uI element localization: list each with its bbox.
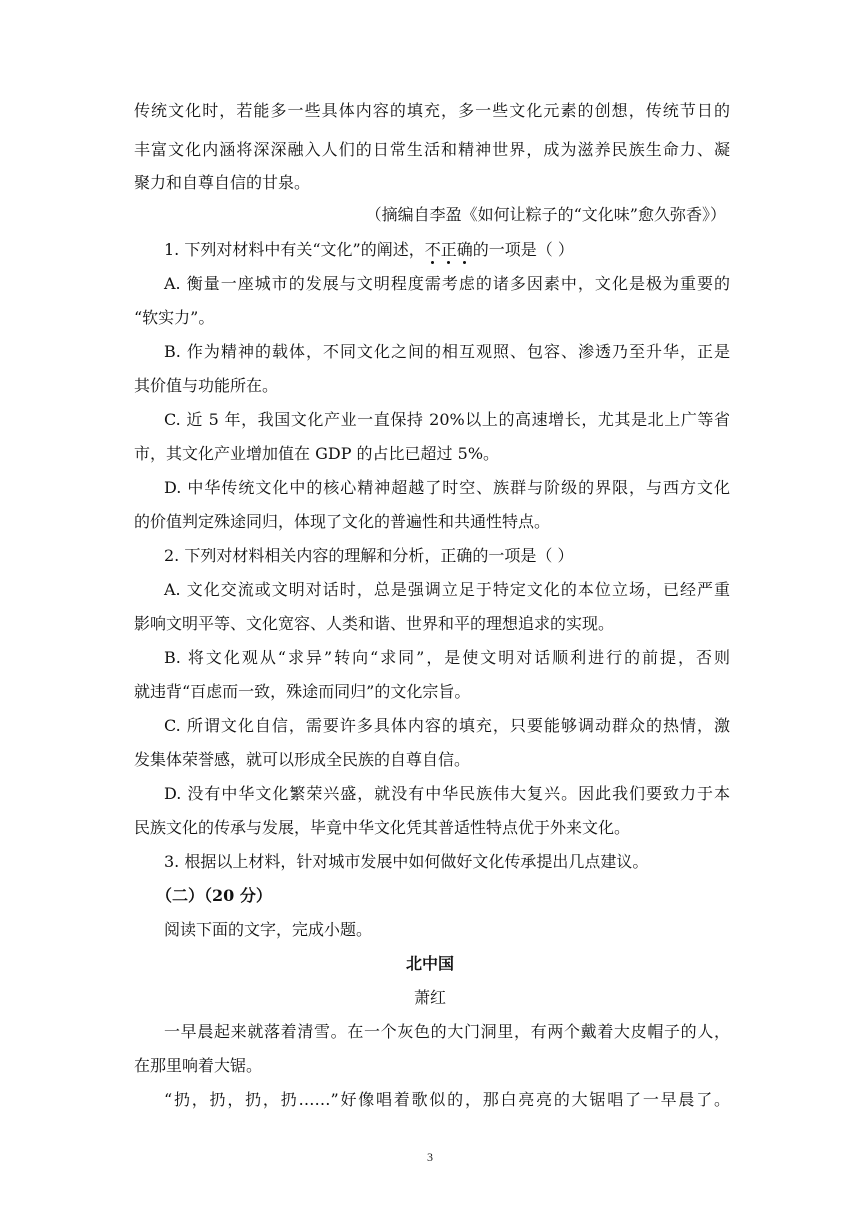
q2-option-d-line: 民族文化的传承与发展，毕竟中华文化凭其普适性特点优于外来文化。 bbox=[134, 818, 631, 837]
q2-option-c-line: C. 所谓文化自信，需要许多具体内容的填充，只要能够调动群众的热情，激 bbox=[164, 716, 730, 735]
passage-paragraph-line: 在那里响着大锯。 bbox=[134, 1056, 263, 1075]
q1-option-b-line: B. 作为精神的载体，不同文化之间的相互观照、包容、渗透乃至升华，正是 bbox=[164, 342, 730, 361]
section-heading: （二）（20 分） bbox=[156, 886, 272, 905]
source-citation: （摘编自李盈《如何让粽子的“文化味”愈久弥香》） bbox=[365, 205, 726, 224]
q2-option-d-line: D. 没有中华文化繁荣兴盛，就没有中华民族伟大复兴。因此我们要致力于本 bbox=[164, 784, 730, 803]
passage-paragraph-line: “扔，扔，扔，扔……”好像唱着歌似的，那白亮亮的大锯唱了一早晨了。 bbox=[164, 1090, 730, 1109]
q2-option-a-line: A. 文化交流或文明对话时，总是强调立足于特定文化的本位立场，已经严重 bbox=[164, 580, 730, 599]
passage-paragraph-line: 一早晨起来就落着清雪。在一个灰色的大门洞里，有两个戴着大皮帽子的人， bbox=[164, 1022, 730, 1041]
q2-option-a-line: 影响文明平等、文化宽容、人类和谐、世界和平的理想追求的实现。 bbox=[134, 614, 615, 633]
q1-option-c-line: C. 近 5 年，我国文化产业一直保持 20%以上的高速增长，尤其是北上广等省 bbox=[164, 410, 730, 429]
intro-line: 传统文化时，若能多一些具体内容的填充，多一些文化元素的创想，传统节日的 bbox=[134, 101, 730, 120]
intro-line: 聚力和自尊自信的甘泉。 bbox=[134, 173, 311, 192]
question-3-stem: 3. 根据以上材料，针对城市发展中如何做好文化传承提出几点建议。 bbox=[164, 852, 649, 871]
q1-option-d-line: D. 中华传统文化中的核心精神超越了时空、族群与阶级的界限，与西方文化 bbox=[164, 478, 730, 497]
emphasis-char: 确 bbox=[456, 240, 473, 259]
q1-option-a-line: “软实力”。 bbox=[134, 308, 215, 327]
q1-option-b-line: 其价值与功能所在。 bbox=[134, 376, 279, 395]
section-instruction: 阅读下面的文字，完成小题。 bbox=[164, 920, 373, 939]
page-number: 3 bbox=[427, 1150, 433, 1164]
emphasis-char: 正 bbox=[440, 240, 457, 259]
q1-option-c-line: 市，其文化产业增加值在 GDP 的占比已超过 5%。 bbox=[134, 444, 500, 463]
q2-option-b-line: B. 将文化观从“求异”转向“求同”，是使文明对话顺利进行的前提，否则 bbox=[164, 648, 730, 667]
q1-option-a-line: A. 衡量一座城市的发展与文明程度需考虑的诸多因素中，文化是极为重要的 bbox=[164, 274, 730, 293]
question-1-stem bbox=[164, 233, 574, 267]
q2-option-b-line: 就违背“百虑而一致，殊途而同归”的文化宗旨。 bbox=[134, 682, 471, 701]
passage-title: 北中国 bbox=[405, 954, 454, 973]
q1-option-d-line: 的价值判定殊途同归，体现了文化的普遍性和共通性特点。 bbox=[134, 512, 551, 531]
passage-author: 萧红 bbox=[413, 988, 446, 1007]
question-2-stem: 2. 下列对材料相关内容的理解和分析，正确的一项是（ ） bbox=[164, 546, 574, 565]
q2-option-c-line: 发集体荣誉感，就可以形成全民族的自尊自信。 bbox=[134, 750, 471, 769]
question-1-stem-after: 的一项是（ ） bbox=[472, 240, 574, 259]
intro-line: 丰富文化内涵将深深融入人们的日常生活和精神世界，成为滋养民族生命力、凝 bbox=[134, 140, 730, 159]
emphasis-char: 不 bbox=[424, 240, 441, 259]
question-1-stem-before: 1. 下列对材料中有关“文化”的阐述， bbox=[164, 240, 425, 259]
